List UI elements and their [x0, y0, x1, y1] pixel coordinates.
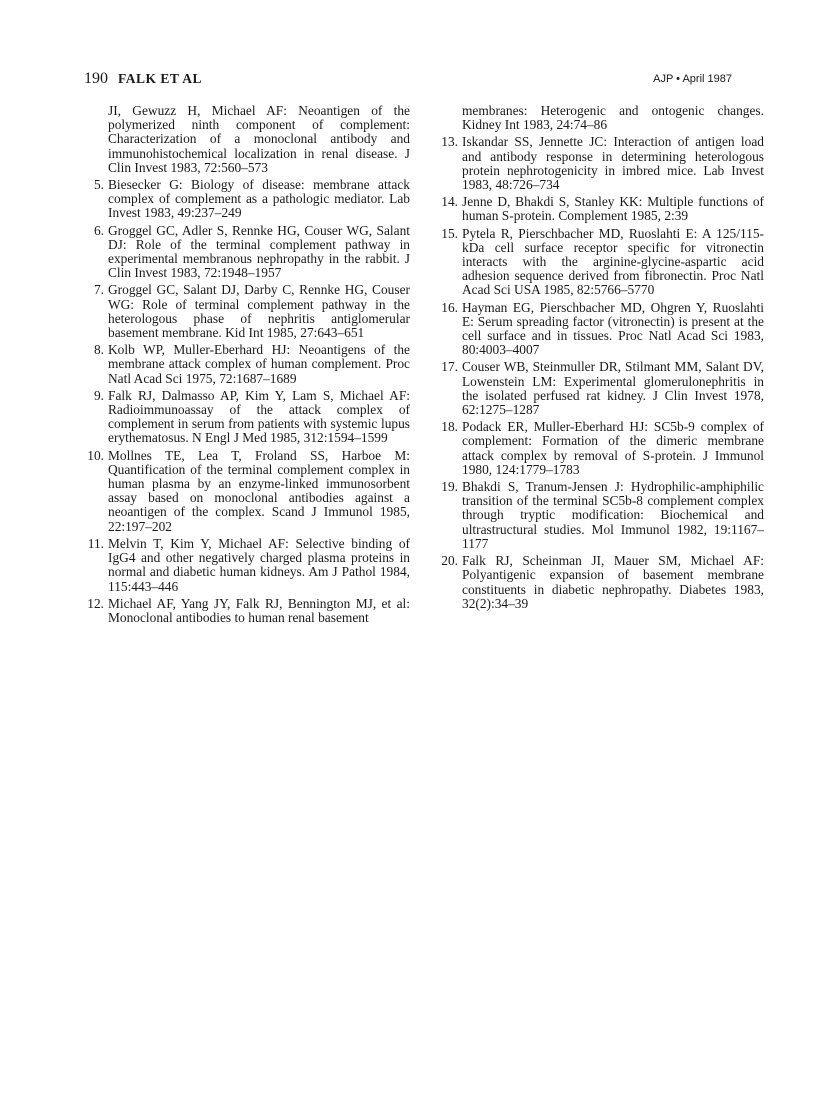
reference-text: Falk RJ, Dalmasso AP, Kim Y, Lam S, Michael AF: Radioimmunoassay of the attack complex of complement in serum from patients with systemic lupus erythematosus. N Engl J Med 1985, 312:1594–1599 — [108, 387, 410, 446]
reference-item — [84, 449, 410, 534]
reference-number: 6. — [93, 222, 104, 238]
reference-text: Michael AF, Yang JY, Falk RJ, Bennington MJ, et al: Monoclonal antibodies to human renal basement — [108, 595, 410, 625]
reference-number: 16. — [441, 299, 458, 315]
reference-item — [438, 554, 764, 611]
reference-text: Couser WB, Steinmuller DR, Stilmant MM, Salant DV, Lowenstein LM: Experimental glomerulonephritis in the isolated perfused rat kidney. J Clin Invest 1978, 62:1275–1287 — [462, 359, 764, 418]
journal-issue: AJP • April 1987 — [653, 73, 732, 85]
reference-item — [84, 389, 410, 446]
reference-item — [438, 227, 764, 298]
reference-number: 17. — [441, 359, 458, 375]
reference-number: 9. — [93, 387, 104, 403]
reference-item — [84, 597, 410, 625]
reference-text: Bhakdi S, Tranum-Jensen J: Hydrophilic-amphiphilic transition of the terminal SC5b-8 complement complex through tryptic modification: Biochemical and ultrastructural studies. Mol Immunol 1982, 19:1167–1177 — [462, 479, 764, 551]
reference-number: 11. — [87, 535, 104, 551]
reference-number: 15. — [441, 225, 458, 241]
reference-number: 13. — [441, 134, 458, 150]
references-right-column — [438, 104, 764, 614]
reference-number: 5. — [93, 177, 104, 193]
reference-item — [84, 343, 410, 386]
reference-text: Iskandar SS, Jennette JC: Interaction of antigen load and antibody response in determining heterologous protein nephrotogenicity in imbred mice. Lab Invest 1983, 48:726–734 — [462, 134, 764, 193]
reference-text: Podack ER, Muller-Eberhard HJ: SC5b-9 complex of complement: Formation of the dimeric membrane attack complex by removal of S-protein. J Immunol 1980, 124:1779–1783 — [462, 419, 764, 477]
reference-item — [438, 360, 764, 417]
reference-text: Groggel GC, Adler S, Rennke HG, Couser WG, Salant DJ: Role of the terminal complement pathway in experimental membranous nephropathy in the rabbit. J Clin Invest 1983, 72:1948–1957 — [108, 222, 410, 281]
reference-text: Falk RJ, Scheinman JI, Mauer SM, Michael AF: Polyantigenic expansion of basement membrane constituents in diabetic nephropathy. Diabetes 1983, 32(2):34–39 — [462, 553, 764, 611]
reference-item — [84, 224, 410, 281]
reference-text: Mollnes TE, Lea T, Froland SS, Harboe M: Quantification of the terminal complement complex in human plasma by an enzyme-linked immunosorbent assay based on monoclonal antibodies against a neoantigen of the complex. Scand J Immunol 1985, 22:197–202 — [108, 447, 410, 534]
reference-number: 20. — [441, 553, 458, 569]
reference-item — [84, 104, 410, 175]
reference-number: 10. — [87, 447, 104, 463]
reference-text: Jenne D, Bhakdi S, Stanley KK: Multiple functions of human S-protein. Complement 1985, 2:39 — [462, 194, 764, 224]
reference-item — [84, 537, 410, 594]
reference-item — [438, 420, 764, 477]
reference-item — [438, 135, 764, 192]
reference-item — [84, 283, 410, 340]
reference-number: 12. — [87, 595, 104, 611]
reference-number: 18. — [441, 419, 458, 435]
page-header — [84, 70, 732, 90]
reference-number: 8. — [93, 342, 104, 358]
references-left-column — [84, 104, 410, 628]
reference-text: Pytela R, Pierschbacher MD, Ruoslahti E: A 125/115-kDa cell surface receptor specific for vitronectin interacts with the arginine-glycine-aspartic acid adhesion sequence derived from fibronectin. Proc Natl Acad Sci USA 1985, 82:5766–5770 — [462, 225, 764, 298]
page-number: 190 — [84, 70, 108, 87]
reference-number: 14. — [441, 194, 458, 210]
reference-item — [84, 178, 410, 221]
reference-item — [438, 480, 764, 551]
reference-text: Biesecker G: Biology of disease: membrane attack complex of complement as a pathologic mediator. Lab Invest 1983, 49:237–249 — [108, 177, 410, 221]
reference-item — [438, 195, 764, 223]
reference-text: JI, Gewuzz H, Michael AF: Neoantigen of the polymerized ninth component of complement: Characterization of a monoclonal antibody and immunohistochemical localization in renal disease. J Clin Invest 1983, 72:560–573 — [108, 103, 410, 175]
reference-text: membranes: Heterogenic and ontogenic changes. Kidney Int 1983, 24:74–86 — [462, 103, 764, 133]
running-title: FALK ET AL — [118, 71, 203, 86]
reference-item — [438, 104, 764, 132]
reference-number: 19. — [441, 479, 458, 495]
reference-text: Melvin T, Kim Y, Michael AF: Selective binding of IgG4 and other negatively charged plasma proteins in normal and diabetic human kidneys. Am J Pathol 1984, 115:443–446 — [108, 535, 410, 594]
reference-text: Groggel GC, Salant DJ, Darby C, Rennke HG, Couser WG: Role of terminal complement pathway in the heterologous phase of nephritis antiglomerular basement membrane. Kid Int 1985, 27:643–651 — [108, 282, 410, 341]
reference-text: Kolb WP, Muller-Eberhard HJ: Neoantigens of the membrane attack complex of human complement. Proc Natl Acad Sci 1975, 72:1687–1689 — [108, 342, 410, 386]
reference-text: Hayman EG, Pierschbacher MD, Ohgren Y, Ruoslahti E: Serum spreading factor (vitronectin) is present at the cell surface and in tissues. Proc Natl Acad Sci 1983, 80:4003–4007 — [462, 299, 764, 358]
reference-item — [438, 301, 764, 358]
reference-number: 7. — [93, 282, 104, 298]
